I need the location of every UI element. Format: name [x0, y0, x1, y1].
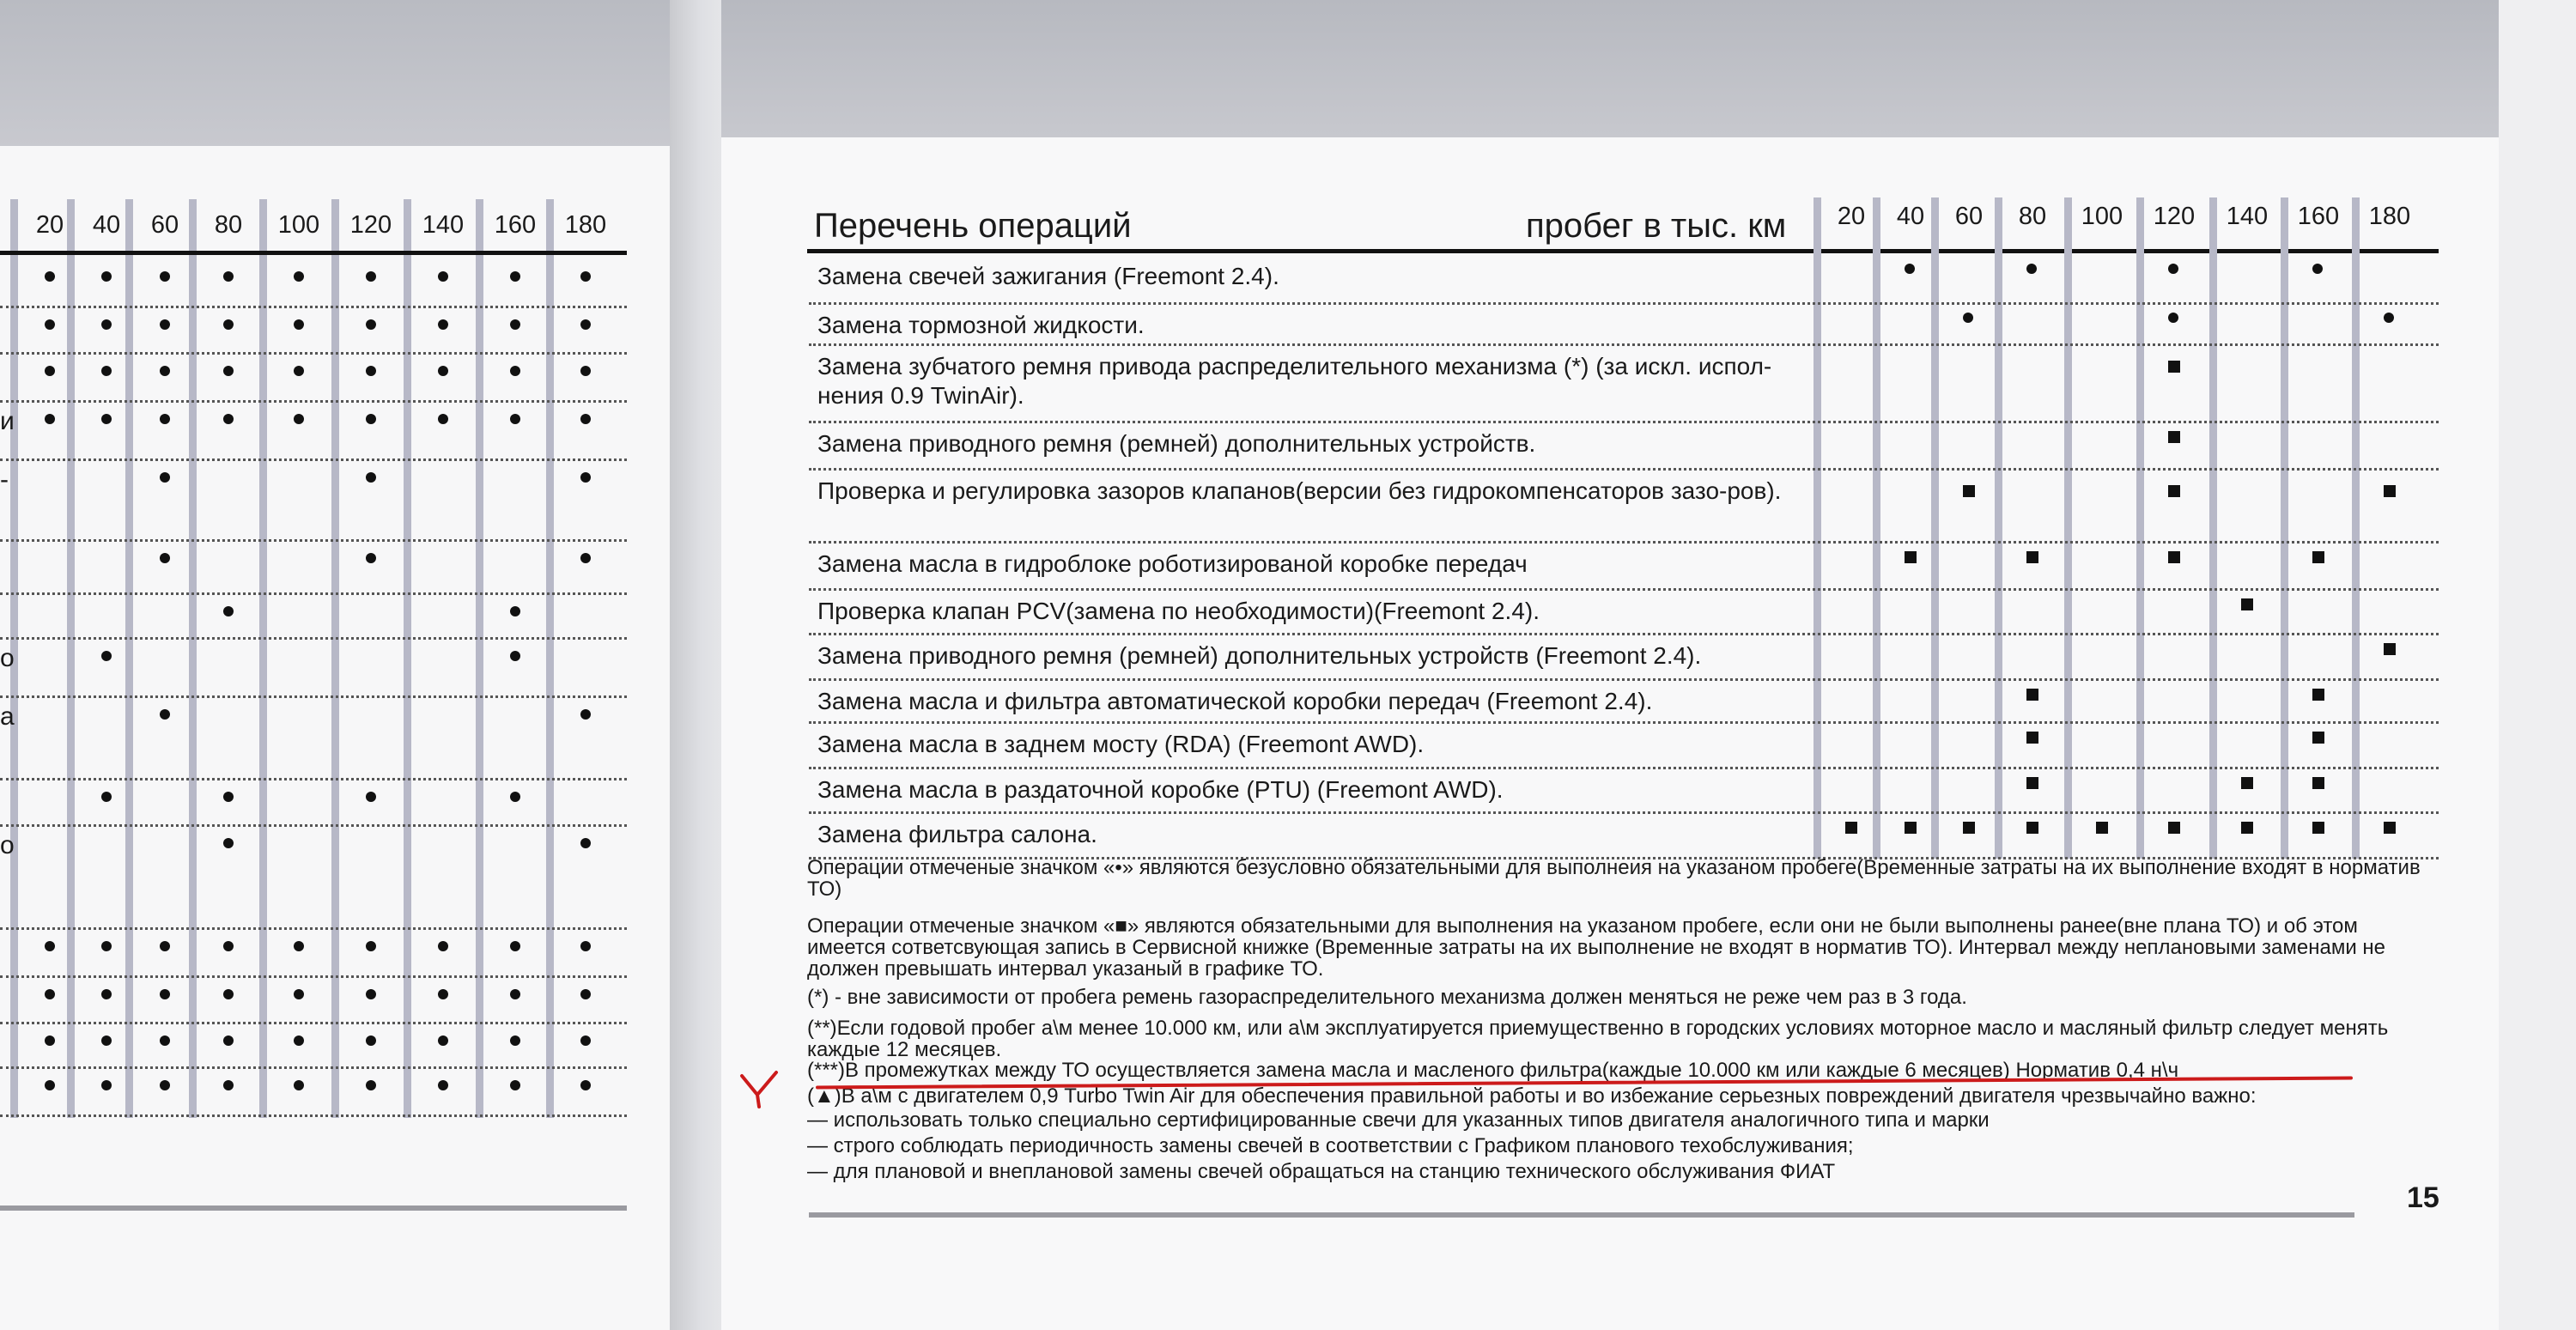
footnote-line: (*) - вне зависимости от пробега ремень газораспределительного механизма должен меняться не реже чем раз в 3 года.	[807, 986, 1967, 1009]
mandatory-dot-mark	[101, 414, 112, 424]
operation-label: Замена масла в заднем мосту (RDA) (Freemont AWD).	[817, 731, 1425, 757]
left-table-row	[0, 1066, 627, 1117]
left-mileage-header: 180	[564, 211, 607, 239]
left-mileage-header: 100	[277, 211, 320, 239]
left-mileage-header: 140	[422, 211, 465, 239]
right-mileage-header: 120	[2153, 203, 2196, 230]
mandatory-dot-mark	[101, 941, 112, 951]
conditional-square-mark	[1963, 485, 1975, 497]
mandatory-dot-mark	[580, 989, 591, 999]
mandatory-dot-mark	[2168, 313, 2178, 323]
conditional-square-mark	[2168, 361, 2180, 373]
conditional-square-mark	[2312, 732, 2324, 744]
left-table-row	[0, 1022, 627, 1069]
mandatory-dot-mark	[160, 553, 170, 563]
conditional-square-mark	[2241, 777, 2253, 789]
conditional-square-mark	[2384, 643, 2396, 655]
operation-label: Замена масла в раздаточной коробке (PTU) (Freemont AWD).	[817, 776, 1504, 803]
conditional-square-mark	[2168, 822, 2180, 834]
conditional-square-mark	[2241, 598, 2253, 610]
mandatory-dot-mark	[366, 366, 376, 376]
left-row-text-fragment: и	[0, 407, 15, 435]
left-table-row	[0, 695, 627, 780]
mandatory-dot-mark	[510, 941, 520, 951]
left-mileage-header: 160	[494, 211, 537, 239]
mandatory-dot-mark	[45, 319, 55, 330]
mandatory-dot-mark	[101, 651, 112, 661]
mandatory-dot-mark	[2384, 313, 2394, 323]
mandatory-dot-mark	[1963, 313, 1973, 323]
conditional-square-mark	[2168, 551, 2180, 563]
operation-label: Проверка и регулировка зазоров клапанов(версии без гидрокомпенсаторов зазо-ров).	[817, 477, 1782, 504]
left-table-row	[0, 975, 627, 1024]
mandatory-dot-mark	[223, 366, 234, 376]
mandatory-dot-mark	[510, 271, 520, 282]
conditional-square-mark	[1905, 551, 1917, 563]
page-number: 15	[2407, 1181, 2439, 1214]
mileage-label: пробег в тыс. км	[1526, 207, 1787, 245]
mandatory-dot-mark	[580, 941, 591, 951]
mandatory-dot-mark	[366, 1080, 376, 1090]
mandatory-dot-mark	[223, 838, 234, 848]
mandatory-dot-mark	[366, 271, 376, 282]
mandatory-dot-mark	[510, 1035, 520, 1046]
left-table-row	[0, 352, 627, 403]
mandatory-dot-mark	[160, 271, 170, 282]
mandatory-dot-mark	[366, 941, 376, 951]
mandatory-dot-mark	[366, 319, 376, 330]
mandatory-dot-mark	[223, 1080, 234, 1090]
mandatory-dot-mark	[160, 1035, 170, 1046]
footnote-line: Операции отмеченые значком «■» являются обязательными для выполнения на указаном пробеге, если они не были выполнены ранее(вне плана ТО) и об этом имеется сответсвующая запись в Сервисной книжке (Временные затраты на их выполнение не входят в норматив ТО). Интервал между неплановыми заменами не должен превышать интервал указаный в графике ТО.	[807, 914, 2386, 981]
mandatory-dot-mark	[510, 989, 520, 999]
mandatory-dot-mark	[580, 414, 591, 424]
mandatory-dot-mark	[366, 792, 376, 802]
conditional-square-mark	[2026, 777, 2038, 789]
conditional-square-mark	[2026, 822, 2038, 834]
mandatory-dot-mark	[223, 989, 234, 999]
left-mileage-header: 60	[150, 211, 179, 239]
left-header-rule	[0, 251, 627, 255]
mandatory-dot-mark	[580, 319, 591, 330]
right-mileage-header: 20	[1837, 203, 1866, 230]
conditional-square-mark	[1905, 822, 1917, 834]
mandatory-dot-mark	[160, 709, 170, 720]
footnote-line: (***)В промежутках между ТО осуществляется замена масла и масленого фильтра(каждые 10.000 км или каждые 6 месяцев) Норматив 0,4 н\ч	[807, 1059, 2179, 1082]
mandatory-dot-mark	[2312, 264, 2323, 274]
left-table-row	[0, 778, 627, 827]
mandatory-dot-mark	[366, 989, 376, 999]
mandatory-dot-mark	[580, 553, 591, 563]
left-mileage-header: 40	[92, 211, 121, 239]
mandatory-dot-mark	[580, 1080, 591, 1090]
mandatory-dot-mark	[45, 366, 55, 376]
mandatory-dot-mark	[294, 1035, 304, 1046]
left-table-row	[0, 459, 627, 542]
conditional-square-mark	[2096, 822, 2108, 834]
left-table-row	[0, 592, 627, 640]
mandatory-dot-mark	[366, 553, 376, 563]
left-row-text-fragment: -	[0, 465, 9, 494]
mandatory-dot-mark	[510, 792, 520, 802]
mandatory-dot-mark	[580, 472, 591, 483]
footnote-line: — строго соблюдать периодичность замены свечей в соответствии с Графиком планового техобслуживания;	[807, 1134, 1854, 1157]
mandatory-dot-mark	[101, 1080, 112, 1090]
operation-label: Замена приводного ремня (ремней) дополнительных устройств.	[817, 430, 1536, 457]
operations-list-title: Перечень операций	[814, 207, 1132, 245]
operation-label: Проверка клапан PCV(замена по необходимости)(Freemont 2.4).	[817, 598, 1540, 624]
conditional-square-mark	[2026, 732, 2038, 744]
mandatory-dot-mark	[366, 414, 376, 424]
right-page-edge	[2499, 0, 2576, 1330]
conditional-square-mark	[2168, 485, 2180, 497]
mandatory-dot-mark	[101, 792, 112, 802]
mandatory-dot-mark	[101, 1035, 112, 1046]
right-bottom-rule	[809, 1212, 2354, 1218]
mandatory-dot-mark	[510, 651, 520, 661]
left-bottom-rule	[0, 1206, 627, 1211]
mandatory-dot-mark	[510, 606, 520, 616]
operation-label: Замена тормозной жидкости.	[817, 312, 1145, 338]
mandatory-dot-mark	[438, 319, 448, 330]
left-header-band	[0, 0, 670, 146]
mandatory-dot-mark	[45, 1035, 55, 1046]
mandatory-dot-mark	[160, 366, 170, 376]
mandatory-dot-mark	[294, 271, 304, 282]
mandatory-dot-mark	[2026, 264, 2037, 274]
footnote-line: — для плановой и внеплановой замены свечей обращаться на станцию технического обслуживания ФИАТ	[807, 1160, 1836, 1183]
mandatory-dot-mark	[438, 271, 448, 282]
mandatory-dot-mark	[2168, 264, 2178, 274]
left-mileage-header: 80	[214, 211, 243, 239]
conditional-square-mark	[2384, 822, 2396, 834]
mandatory-dot-mark	[294, 366, 304, 376]
left-table-row	[0, 539, 627, 595]
mandatory-dot-mark	[223, 271, 234, 282]
mandatory-dot-mark	[366, 1035, 376, 1046]
operation-label: Замена свечей зажигания (Freemont 2.4).	[817, 263, 1279, 289]
operation-label: Замена приводного ремня (ремней) дополнительных устройств (Freemont 2.4).	[817, 642, 1702, 669]
operation-label: Замена зубчатого ремня привода распределительного механизма (*) (за искл. испол-нения 0.9 TwinAir).	[817, 353, 1772, 409]
conditional-square-mark	[2026, 551, 2038, 563]
left-table-row	[0, 927, 627, 978]
mandatory-dot-mark	[438, 414, 448, 424]
mandatory-dot-mark	[223, 1035, 234, 1046]
mandatory-dot-mark	[510, 319, 520, 330]
operation-label: Замена масла и фильтра автоматической коробки передач (Freemont 2.4).	[817, 688, 1653, 714]
conditional-square-mark	[2312, 822, 2324, 834]
operation-label: Замена масла в гидроблоке роботизированой коробке передач	[817, 550, 1528, 577]
mandatory-dot-mark	[223, 319, 234, 330]
mandatory-dot-mark	[160, 414, 170, 424]
mandatory-dot-mark	[101, 271, 112, 282]
mandatory-dot-mark	[45, 271, 55, 282]
mandatory-dot-mark	[510, 414, 520, 424]
mandatory-dot-mark	[223, 792, 234, 802]
right-header-band	[721, 0, 2499, 137]
red-check-mark	[738, 1069, 781, 1110]
left-table-row	[0, 637, 627, 698]
mandatory-dot-mark	[510, 366, 520, 376]
right-mileage-header: 60	[1954, 203, 1984, 230]
mandatory-dot-mark	[294, 941, 304, 951]
mandatory-dot-mark	[580, 709, 591, 720]
conditional-square-mark	[2384, 485, 2396, 497]
right-mileage-header: 180	[2368, 203, 2411, 230]
mandatory-dot-mark	[580, 366, 591, 376]
mandatory-dot-mark	[366, 472, 376, 483]
mandatory-dot-mark	[45, 1080, 55, 1090]
left-row-text-fragment: а	[0, 702, 15, 731]
mandatory-dot-mark	[45, 941, 55, 951]
left-mileage-header: 120	[349, 211, 392, 239]
mandatory-dot-mark	[160, 941, 170, 951]
mandatory-dot-mark	[438, 1035, 448, 1046]
mandatory-dot-mark	[580, 271, 591, 282]
footnote-line: (▲)В а\м с двигателем 0,9 Turbo Twin Air для обеспечения правильной работы и во избежание серьезных повреждений двигателя чрезвычайно важно:	[807, 1084, 2257, 1108]
mandatory-dot-mark	[101, 319, 112, 330]
mandatory-dot-mark	[580, 1035, 591, 1046]
mandatory-dot-mark	[45, 989, 55, 999]
mandatory-dot-mark	[45, 414, 55, 424]
right-mileage-header: 100	[2081, 203, 2123, 230]
mandatory-dot-mark	[580, 838, 591, 848]
mandatory-dot-mark	[160, 472, 170, 483]
conditional-square-mark	[1963, 822, 1975, 834]
right-mileage-header: 160	[2297, 203, 2340, 230]
mandatory-dot-mark	[223, 606, 234, 616]
mandatory-dot-mark	[160, 989, 170, 999]
conditional-square-mark	[1845, 822, 1857, 834]
conditional-square-mark	[2026, 689, 2038, 701]
mandatory-dot-mark	[294, 989, 304, 999]
mandatory-dot-mark	[438, 989, 448, 999]
left-row-text-fragment: о	[0, 644, 15, 672]
mandatory-dot-mark	[223, 414, 234, 424]
conditional-square-mark	[2312, 689, 2324, 701]
conditional-square-mark	[2312, 777, 2324, 789]
mandatory-dot-mark	[160, 319, 170, 330]
operation-label: Замена фильтра салона.	[817, 821, 1097, 847]
right-mileage-header: 140	[2226, 203, 2269, 230]
left-mileage-header: 20	[35, 211, 64, 239]
left-table-row	[0, 824, 627, 930]
right-mileage-header: 40	[1896, 203, 1925, 230]
left-row-text-fragment: о	[0, 831, 15, 859]
mandatory-dot-mark	[510, 1080, 520, 1090]
mandatory-dot-mark	[101, 366, 112, 376]
mandatory-dot-mark	[160, 1080, 170, 1090]
footnote-line: — использовать только специально сертифицированные свечи для указанных типов двигателя аналогичного типа и марки	[807, 1108, 1990, 1132]
mandatory-dot-mark	[438, 941, 448, 951]
mandatory-dot-mark	[294, 1080, 304, 1090]
conditional-square-mark	[2168, 431, 2180, 443]
mandatory-dot-mark	[101, 989, 112, 999]
conditional-square-mark	[2241, 822, 2253, 834]
mandatory-dot-mark	[294, 319, 304, 330]
footnote-line: Операции отмеченые значком «•» являются безусловно обязательными для выполнеия на указаном пробеге(Временные затраты на их выполнение входят в норматив ТО)	[807, 856, 2421, 901]
footnote-line: (**)Если годовой пробег а\м менее 10.000 км, или а\м эксплуатируется приемущественно в городских условиях моторное масло и масляный фильтр следует менять каждые 12 месяцев.	[807, 1017, 2389, 1061]
mandatory-dot-mark	[1905, 264, 1915, 274]
left-table-row	[0, 400, 627, 461]
mandatory-dot-mark	[294, 414, 304, 424]
conditional-square-mark	[2312, 551, 2324, 563]
left-table-row	[0, 306, 627, 355]
mandatory-dot-mark	[223, 941, 234, 951]
mandatory-dot-mark	[438, 366, 448, 376]
left-table-row	[0, 258, 627, 308]
right-mileage-header: 80	[2018, 203, 2047, 230]
mandatory-dot-mark	[438, 1080, 448, 1090]
